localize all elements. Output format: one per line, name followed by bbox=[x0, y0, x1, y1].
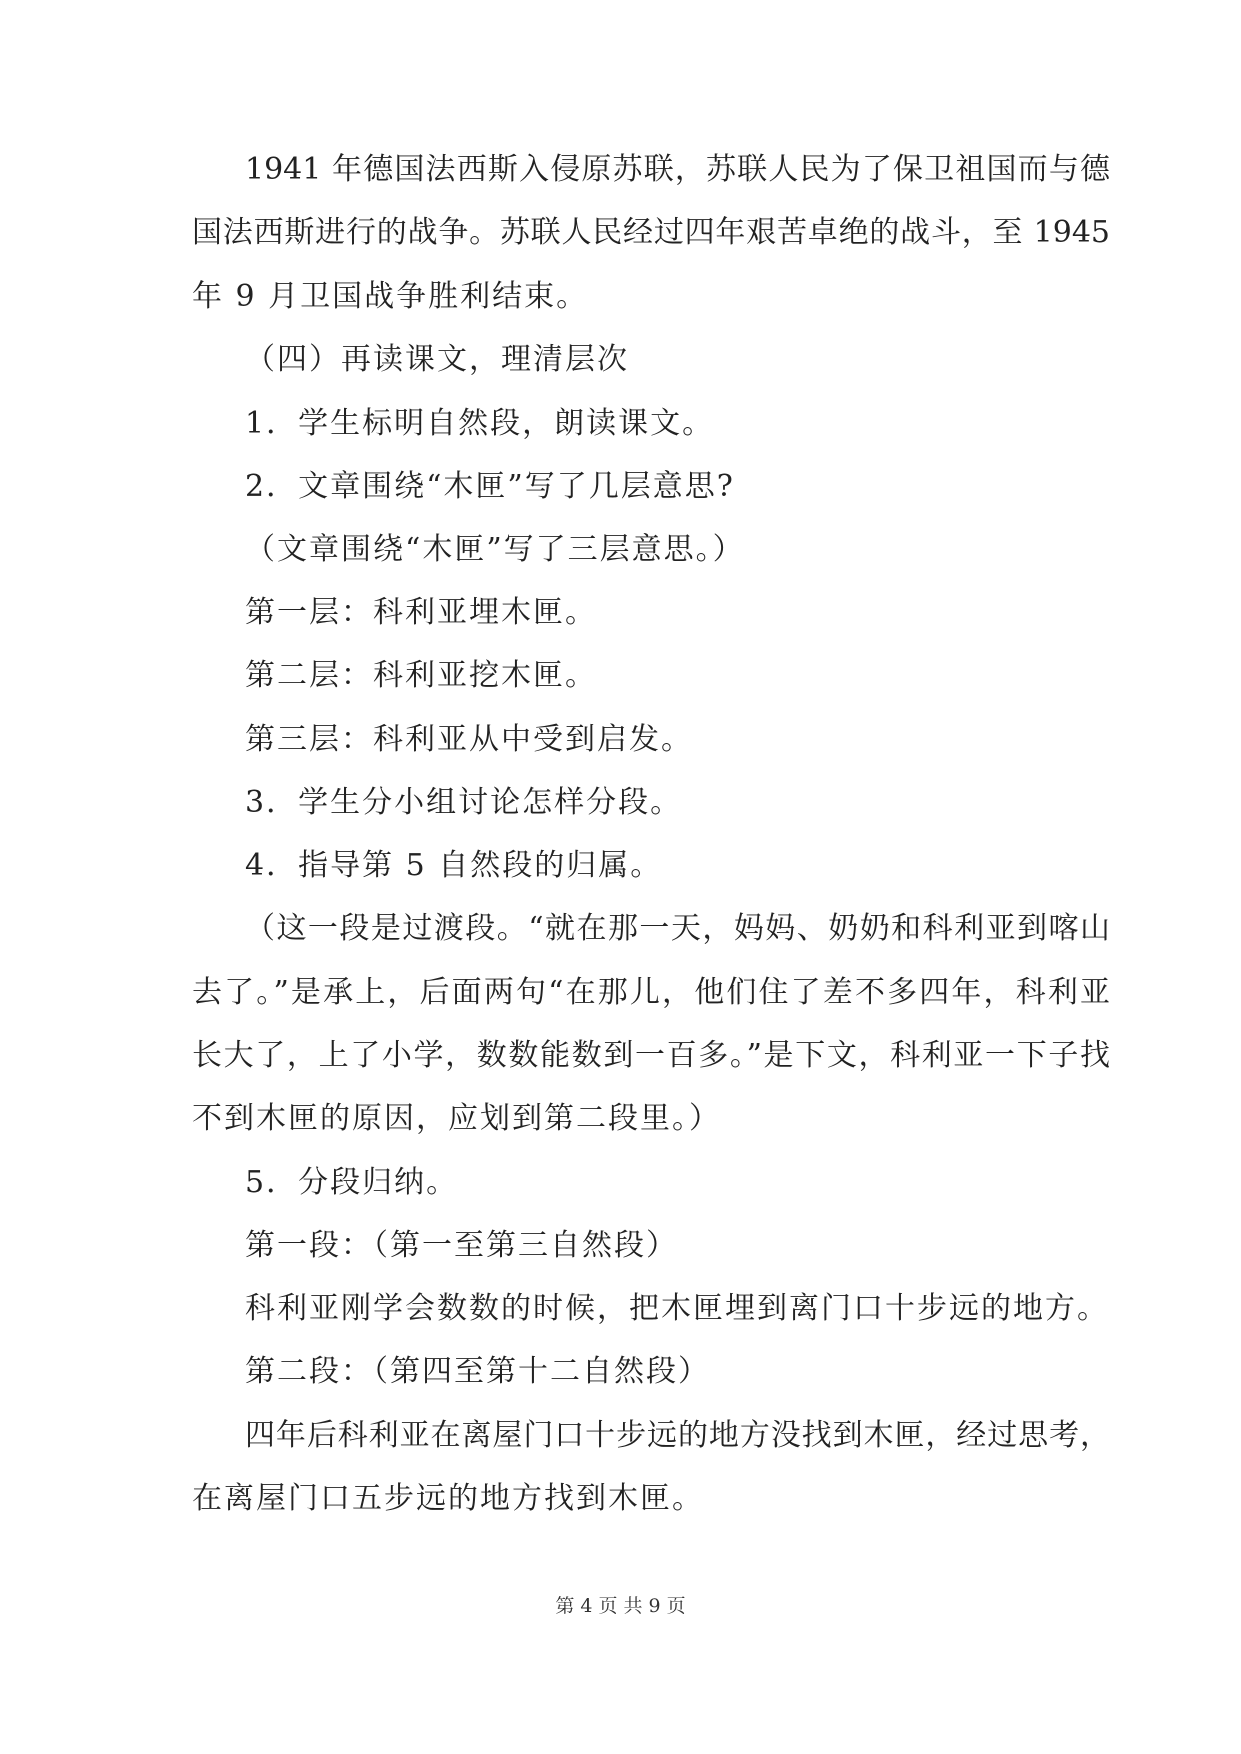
list-item: 1．学生标明自然段，朗读课文。 bbox=[245, 406, 715, 441]
paragraph-line: 去了。”是承上，后面两句“在那儿，他们住了差不多四年，科利亚 bbox=[192, 975, 1110, 1010]
paragraph-line: 第一段：（第一至第三自然段） bbox=[245, 1228, 678, 1263]
list-item: 4．指导第 5 自然段的归属。 bbox=[245, 848, 663, 883]
paragraph-line: 第一层：科利亚埋木匣。 bbox=[245, 595, 597, 630]
paragraph-line: 在离屋门口五步远的地方找到木匣。 bbox=[192, 1481, 704, 1516]
paragraph-line: （文章围绕“木匣”写了三层意思。） bbox=[245, 532, 745, 567]
page-footer: 第 4 页 共 9 页 bbox=[555, 1595, 686, 1617]
paragraph-line: 第二层：科利亚挖木匣。 bbox=[245, 658, 597, 693]
paragraph-line: 不到木匣的原因，应划到第二段里。） bbox=[192, 1101, 721, 1136]
paragraph-line: 四年后科利亚在离屋门口十步远的地方没找到木匣，经过思考， bbox=[245, 1418, 1110, 1453]
paragraph-line: 第二段：（第四至第十二自然段） bbox=[245, 1354, 710, 1389]
list-item: 5．分段归纳。 bbox=[245, 1165, 459, 1200]
list-item: 2．文章围绕“木匣”写了几层意思? bbox=[245, 469, 735, 504]
paragraph-line: 年 9 月卫国战争胜利结束。 bbox=[192, 279, 589, 314]
list-item: 3．学生分小组讨论怎样分段。 bbox=[245, 785, 683, 820]
paragraph-line: 长大了，上了小学，数数能数到一百多。”是下文，科利亚一下子找 bbox=[192, 1038, 1110, 1073]
paragraph-line: 国法西斯进行的战争。苏联人民经过四年艰苦卓绝的战斗，至 1945 bbox=[192, 215, 1110, 250]
section-heading: （四）再读课文，理清层次 bbox=[245, 342, 629, 377]
paragraph-line: 科利亚刚学会数数的时候，把木匣埋到离门口十步远的地方。 bbox=[245, 1291, 1109, 1326]
paragraph-line: 第三层：科利亚从中受到启发。 bbox=[245, 722, 693, 757]
paragraph-line: （这一段是过渡段。“就在那一天，妈妈、奶奶和科利亚到喀山 bbox=[245, 911, 1110, 946]
paragraph-line: 1941 年德国法西斯入侵原苏联，苏联人民为了保卫祖国而与德 bbox=[245, 152, 1110, 187]
